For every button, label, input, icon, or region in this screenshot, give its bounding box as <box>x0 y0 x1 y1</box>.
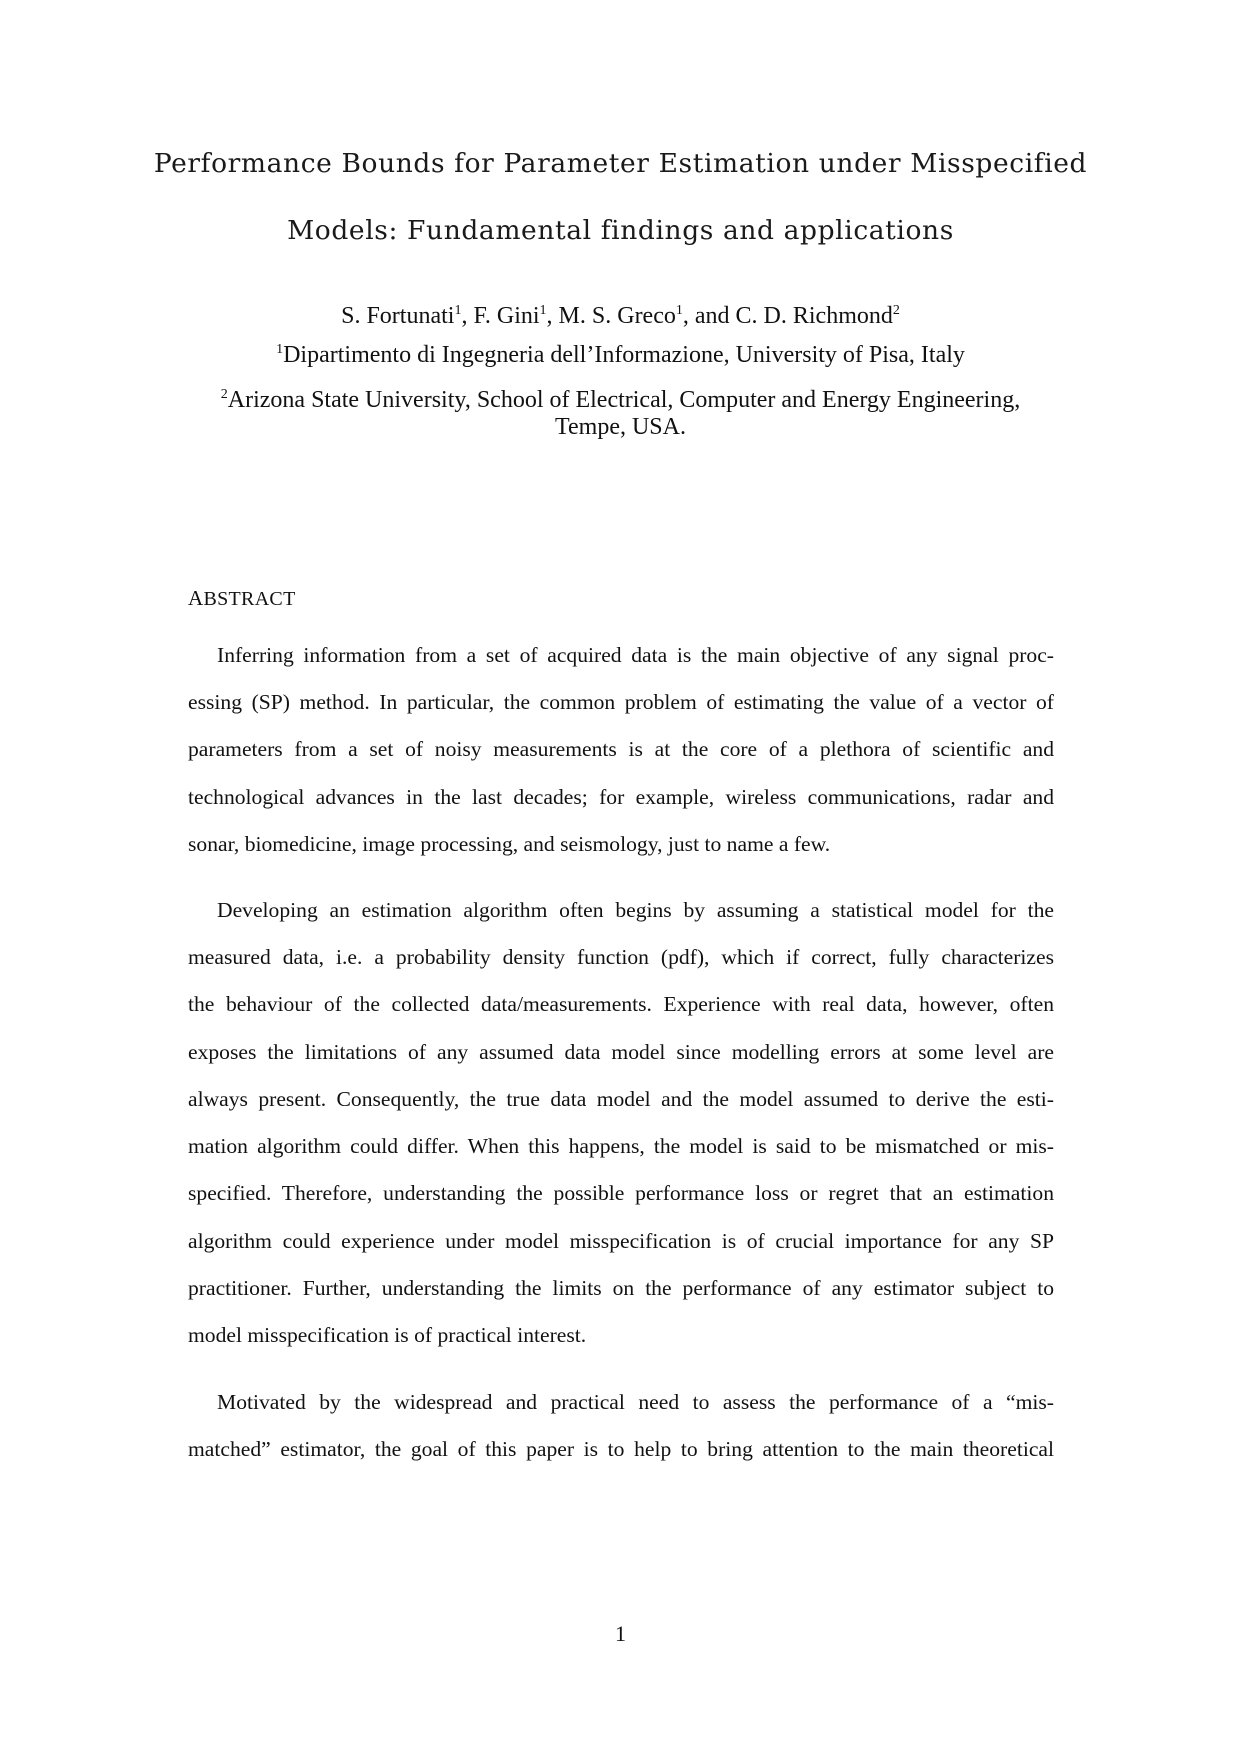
paragraph-line: mation algorithm could differ. When this happens, the model is said to be mismatched or mis- <box>188 1134 1054 1158</box>
paragraph-line: essing (SP) method. In particular, the common problem of estimating the value of a vector of <box>188 690 1054 714</box>
paragraph-line: measured data, i.e. a probability density function (pdf), which if correct, fully characterizes <box>188 945 1054 969</box>
author-separator: , <box>546 303 559 329</box>
affiliation-mark: 1 <box>276 342 284 357</box>
author-list <box>0 303 1241 330</box>
author-affiliation-mark: 1 <box>675 303 683 318</box>
paragraph-line: matched” estimator, the goal of this paper is to help to bring attention to the main theoretical <box>188 1437 1054 1461</box>
abstract-heading <box>188 586 296 611</box>
paragraph-line: algorithm could experience under model misspecification is of crucial importance for any SP <box>188 1229 1054 1253</box>
affiliation-text: Tempe, USA. <box>555 414 686 440</box>
paragraph-line: Motivated by the widespread and practical need to assess the performance of a “mis- <box>217 1390 1054 1414</box>
author-name: F. Gini <box>473 303 540 329</box>
author-name: S. Fortunati <box>341 303 455 329</box>
paragraph-line: Inferring information from a set of acquired data is the main objective of any signal proc- <box>217 643 1054 667</box>
paragraph-line: specified. Therefore, understanding the possible performance loss or regret that an estimation <box>188 1181 1054 1205</box>
affiliation-line <box>0 385 1241 415</box>
paragraph-line: model misspecification is of practical interest. <box>188 1323 587 1347</box>
paragraph-line: practitioner. Further, understanding the limits on the performance of any estimator subject to <box>188 1276 1054 1300</box>
paragraph-line: the behaviour of the collected data/measurements. Experience with real data, however, often <box>188 992 1054 1016</box>
affiliation-line <box>0 340 1241 370</box>
paragraph-line: exposes the limitations of any assumed data model since modelling errors at some level are <box>188 1040 1054 1064</box>
paragraph-line: Developing an estimation algorithm often begins by assuming a statistical model for the <box>217 898 1054 922</box>
paragraph-line: parameters from a set of noisy measurements is at the core of a plethora of scientific and <box>188 737 1054 761</box>
affiliation-mark: 2 <box>220 387 228 402</box>
paragraph-line: technological advances in the last decades; for example, wireless communications, radar and <box>188 785 1054 809</box>
affiliation-line <box>0 412 1241 442</box>
abstract-heading-rest: BSTRACT <box>203 588 296 610</box>
author-name: M. S. Greco <box>558 303 676 329</box>
affiliation-text: Arizona State University, School of Electrical, Computer and Energy Engineering, <box>227 387 1021 413</box>
affiliation-text: Dipartimento di Ingegneria dell’Informazione, University of Pisa, Italy <box>283 342 965 368</box>
author-affiliation-mark: 1 <box>539 303 547 318</box>
paragraph-line: sonar, biomedicine, image processing, and seismology, just to name a few. <box>188 832 831 856</box>
author-separator: , <box>461 303 474 329</box>
paper-title-line-2: Models: Fundamental findings and applications <box>287 215 954 246</box>
paper-title-line-1: Performance Bounds for Parameter Estimation under Misspecified <box>153 148 1088 179</box>
page-number: 1 <box>615 1621 626 1646</box>
author-name: C. D. Richmond <box>735 303 893 329</box>
author-affiliation-mark: 2 <box>892 303 900 318</box>
author-separator: , and <box>682 303 736 329</box>
abstract-heading-initial: A <box>188 586 204 610</box>
paragraph-line: always present. Consequently, the true data model and the model assumed to derive the esti- <box>188 1087 1054 1111</box>
author-affiliation-mark: 1 <box>454 303 462 318</box>
